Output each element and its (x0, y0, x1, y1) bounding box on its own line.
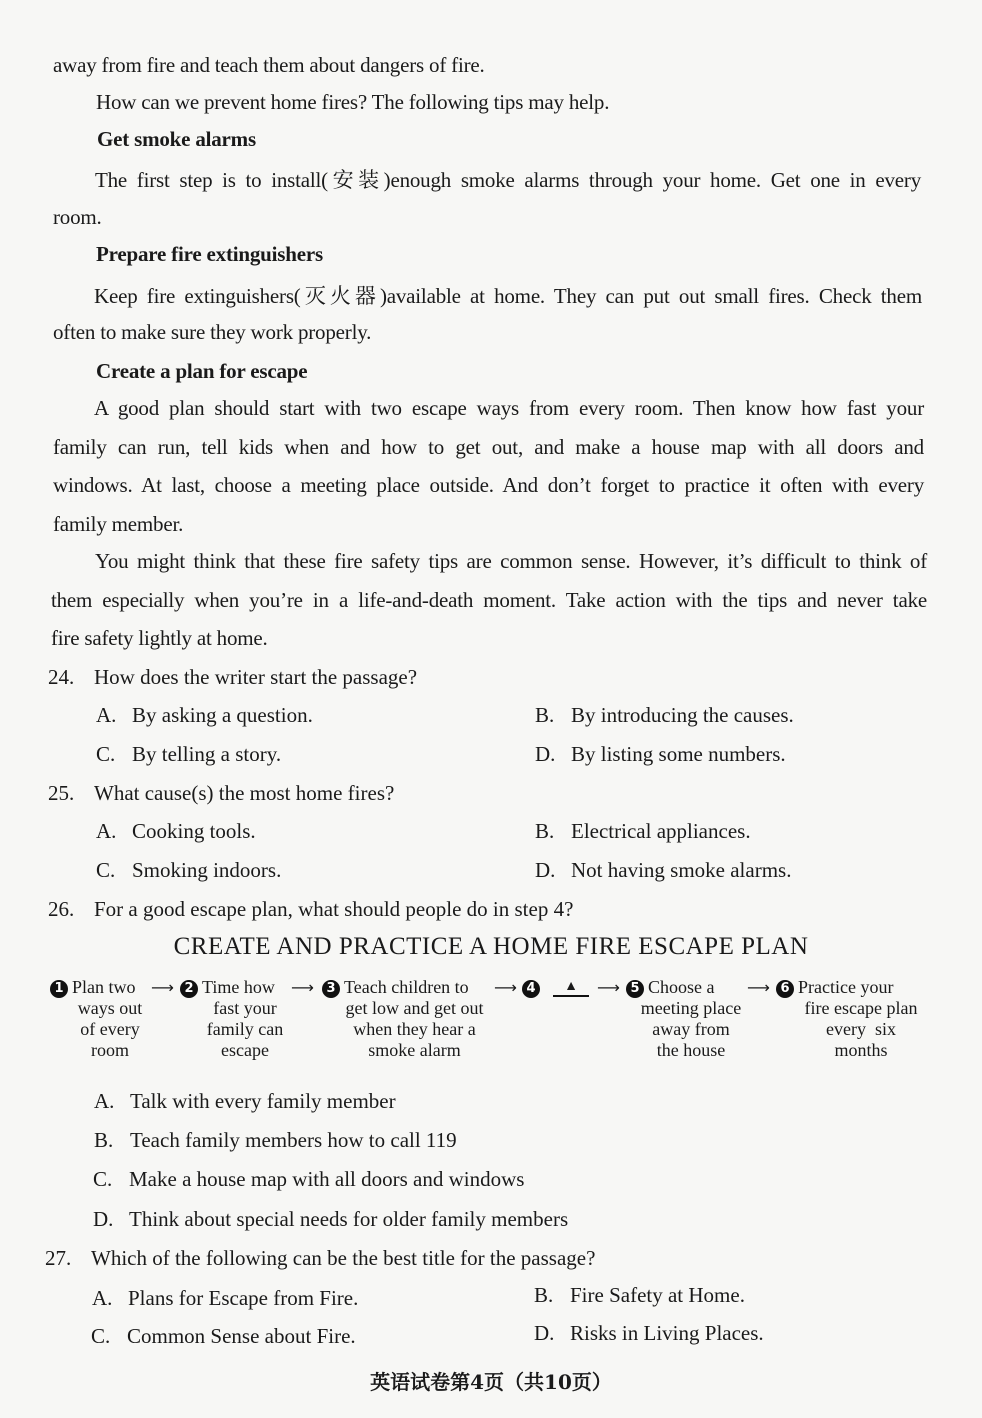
question-number: 24. (48, 665, 75, 689)
option-text: Risks in Living Places. (570, 1321, 764, 1345)
option-a[interactable] (96, 703, 313, 728)
step-text: escape (221, 1040, 269, 1060)
passage-line: The first step is to install(安装)enough smoke alarms through your home. Get one in every (95, 168, 921, 192)
option-text: Electrical appliances. (571, 819, 751, 843)
step-number-badge: 4 (522, 980, 540, 998)
passage-line: You might think that these fire safety tips are common sense. However, it’s difficult to think of (95, 549, 927, 573)
option-letter: B. (535, 703, 555, 727)
arrow-right-icon: ⟶ (747, 978, 770, 997)
passage-line: family can run, tell kids when and how to get out, and make a house map with all doors and (53, 435, 924, 459)
flow-step-3 (322, 977, 502, 1061)
passage-line: fire safety lightly at home. (51, 626, 268, 650)
option-letter: C. (93, 1167, 113, 1191)
step-number-badge: 1 (50, 980, 68, 998)
step-number-badge: 2 (180, 980, 198, 998)
step-text: Practice your (798, 977, 894, 997)
step-text: room (91, 1040, 129, 1060)
arrow-right-icon: ⟶ (494, 978, 517, 997)
question-text: Which of the following can be the best title for the passage? (91, 1246, 596, 1270)
passage-line: windows. At last, choose a meeting place outside. And don’t forget to practice it often with every (53, 473, 924, 497)
step-text: smoke alarm (368, 1040, 461, 1060)
step-text: every six (826, 1019, 896, 1039)
step-text: of every (80, 1019, 140, 1039)
option-text: By telling a story. (132, 742, 282, 766)
flow-step-4 (522, 977, 552, 998)
question-number: 26. (48, 897, 75, 921)
step-text: away from (652, 1019, 730, 1039)
option-letter: B. (535, 819, 555, 843)
step-number-badge: 5 (626, 980, 644, 998)
step-text: meeting place (640, 998, 742, 1018)
step-text: when they hear a (353, 1019, 476, 1039)
option-c[interactable] (96, 742, 281, 767)
question-stem (48, 665, 417, 690)
step-text: Plan two (72, 977, 136, 997)
option-letter: C. (96, 858, 116, 882)
flowchart-title: CREATE AND PRACTICE A HOME FIRE ESCAPE PLAN (173, 933, 809, 960)
question-number: 25. (48, 781, 75, 805)
option-letter: B. (534, 1283, 554, 1307)
step-text: get low and get out (345, 998, 484, 1018)
option-text: Teach family members how to call 119 (130, 1128, 457, 1152)
step-text: months (834, 1040, 888, 1060)
option-a[interactable] (92, 1286, 358, 1311)
option-letter: A. (92, 1286, 113, 1310)
step-text: family can (206, 1019, 284, 1039)
option-letter: C. (96, 742, 116, 766)
option-a[interactable] (96, 819, 256, 844)
passage-line: family member. (53, 512, 184, 536)
question-stem (45, 1246, 595, 1271)
step-text: the house (656, 1040, 726, 1060)
option-text: Fire Safety at Home. (570, 1283, 745, 1307)
option-d[interactable] (535, 858, 791, 883)
option-d[interactable] (93, 1207, 568, 1232)
step-4-blank: ▲ (553, 979, 589, 997)
step-text: Time how (202, 977, 275, 997)
section-heading: Get smoke alarms (97, 127, 256, 151)
question-text: How does the writer start the passage? (94, 665, 418, 689)
step-text: fast your (213, 998, 277, 1018)
step-text: Teach children to (344, 977, 469, 997)
passage-line: A good plan should start with two escape ways from every room. Then know how fast your (94, 396, 924, 420)
option-text: Talk with every family member (130, 1089, 396, 1113)
flow-step-5 (626, 977, 756, 1061)
question-number: 27. (45, 1246, 72, 1270)
option-b[interactable] (535, 703, 794, 728)
option-letter: D. (535, 742, 556, 766)
option-b[interactable] (535, 819, 751, 844)
question-stem (48, 897, 573, 922)
section-heading: Create a plan for escape (96, 359, 308, 383)
step-text: ways out (77, 998, 143, 1018)
step-text: Choose a (648, 977, 715, 997)
passage-line: often to make sure they work properly. (53, 320, 372, 344)
option-a[interactable] (94, 1089, 396, 1114)
option-text: By introducing the causes. (571, 703, 794, 727)
option-letter: A. (96, 703, 117, 727)
option-text: By asking a question. (132, 703, 313, 727)
option-letter: D. (93, 1207, 114, 1231)
section-heading: Prepare fire extinguishers (96, 242, 323, 266)
passage-line: away from fire and teach them about dangers of fire. (53, 53, 485, 77)
step-number-badge: 6 (776, 980, 794, 998)
option-c[interactable] (93, 1167, 524, 1192)
option-letter: D. (535, 858, 556, 882)
passage-line: them especially when you’re in a life-and-death moment. Take action with the tips and never take (51, 588, 927, 612)
option-letter: C. (91, 1324, 111, 1348)
option-text: Think about special needs for older family members (129, 1207, 569, 1231)
option-letter: D. (534, 1321, 555, 1345)
option-text: Cooking tools. (132, 819, 256, 843)
option-d[interactable] (535, 742, 786, 767)
arrow-right-icon: ⟶ (291, 978, 314, 997)
option-d[interactable] (534, 1321, 764, 1346)
question-text: For a good escape plan, what should people do in step 4? (94, 897, 574, 921)
arrow-right-icon: ⟶ (597, 978, 620, 997)
option-text: Not having smoke alarms. (571, 858, 792, 882)
option-letter: A. (94, 1089, 115, 1113)
option-text: Plans for Escape from Fire. (128, 1286, 359, 1310)
question-stem (48, 781, 394, 806)
passage-line: room. (53, 205, 102, 229)
passage-line: Keep fire extinguishers(灭火器)available at home. They can put out small fires. Check them (94, 284, 922, 308)
option-b[interactable] (94, 1128, 457, 1153)
option-c[interactable] (96, 858, 281, 883)
option-b[interactable] (534, 1283, 745, 1308)
option-text: Make a house map with all doors and windows (129, 1167, 525, 1191)
step-text: fire escape plan (804, 998, 918, 1018)
flow-step-6 (776, 977, 936, 1061)
option-letter: B. (94, 1128, 114, 1152)
passage-line: How can we prevent home fires? The following tips may help. (96, 90, 610, 114)
option-text: By listing some numbers. (571, 742, 786, 766)
question-text: What cause(s) the most home fires? (94, 781, 395, 805)
option-text: Smoking indoors. (132, 858, 282, 882)
option-c[interactable] (91, 1324, 356, 1349)
arrow-right-icon: ⟶ (151, 978, 174, 997)
page-footer: 英语试卷第4页（共10页） (370, 1370, 612, 1394)
option-letter: A. (96, 819, 117, 843)
option-text: Common Sense about Fire. (127, 1324, 356, 1348)
step-number-badge: 3 (322, 980, 340, 998)
